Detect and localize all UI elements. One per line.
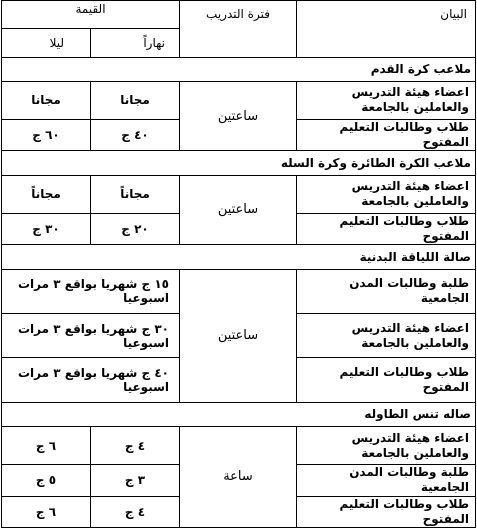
category-cell: طلاب وطالبات التعليم المفتوح [297,213,476,244]
header-statement: البيان [297,1,476,58]
header-day: نهاراً [91,29,180,57]
monthly-value: ٤٠ ج شهريا بواقع ٣ مرات اسبوعيا [2,358,180,402]
category-cell: طلاب وطالبات التعليم المفتوح [297,358,476,402]
header-row [2,1,476,29]
day-value: مجانا [91,81,180,119]
header-period: فترة التدريب [180,1,297,58]
section-row-tabletennis [2,402,476,426]
night-value: ٦ ج [2,426,91,464]
header-value: القيمة [2,1,180,29]
day-value: ٤٠ ج [91,120,180,151]
category-cell: اعضاء هيئة التدريس والعاملين بالجامعة [297,313,476,357]
night-value: ٦٠ ج [2,120,91,151]
period-cell: ساعتين [180,269,297,402]
section-title: صالة اللياقة البدنية [2,245,476,269]
night-value: مجاناً [2,175,91,213]
day-value: ٢٠ ج [91,213,180,244]
day-value: ٤ ج [91,496,180,527]
night-value: ٣٠ ج [2,213,91,244]
category-cell: طلبة وطالبات المدن الجامعية [297,465,476,496]
section-title: ملاعب كرة القدم [2,57,476,81]
monthly-value: ٣٠ ج شهريا بواقع ٣ مرات اسبوعيا [2,313,180,357]
category-cell: اعضاء هيئة التدريس والعاملين بالجامعة [297,426,476,464]
section-row-volleyball [2,151,476,175]
category-cell: طلاب وطالبات التعليم المفتوح [297,120,476,151]
period-cell: ساعتين [180,175,297,245]
table-row [2,269,476,313]
day-value: مجاناً [91,175,180,213]
section-row-football [2,57,476,81]
night-value: ٦ ج [2,496,91,527]
table-row [2,426,476,464]
category-cell: طلبة وطالبات المدن الجامعية [297,269,476,313]
night-value: ٥ ج [2,465,91,496]
section-title: صاله تنس الطاوله [2,402,476,426]
period-cell: ساعتين [180,81,297,151]
monthly-value: ١٥ ج شهريا بواقع ٣ مرات اسبوعيا [2,269,180,313]
period-cell: ساعة [180,426,297,527]
category-cell: اعضاء هيئة التدريس والعاملين بالجامعة [297,81,476,119]
day-value: ٣ ج [91,465,180,496]
category-cell: طلاب وطالبات التعليم المفتوح [297,496,476,527]
section-title: ملاعب الكرة الطائرة وكرة السله [2,151,476,175]
table-row [2,175,476,213]
category-cell: اعضاء هيئة التدريس والعاملين بالجامعة [297,175,476,213]
sports-fees-table [1,0,476,528]
table-row [2,81,476,119]
section-row-fitness [2,245,476,269]
day-value: ٤ ج [91,426,180,464]
night-value: مجانا [2,81,91,119]
header-night: ليلا [2,29,91,57]
